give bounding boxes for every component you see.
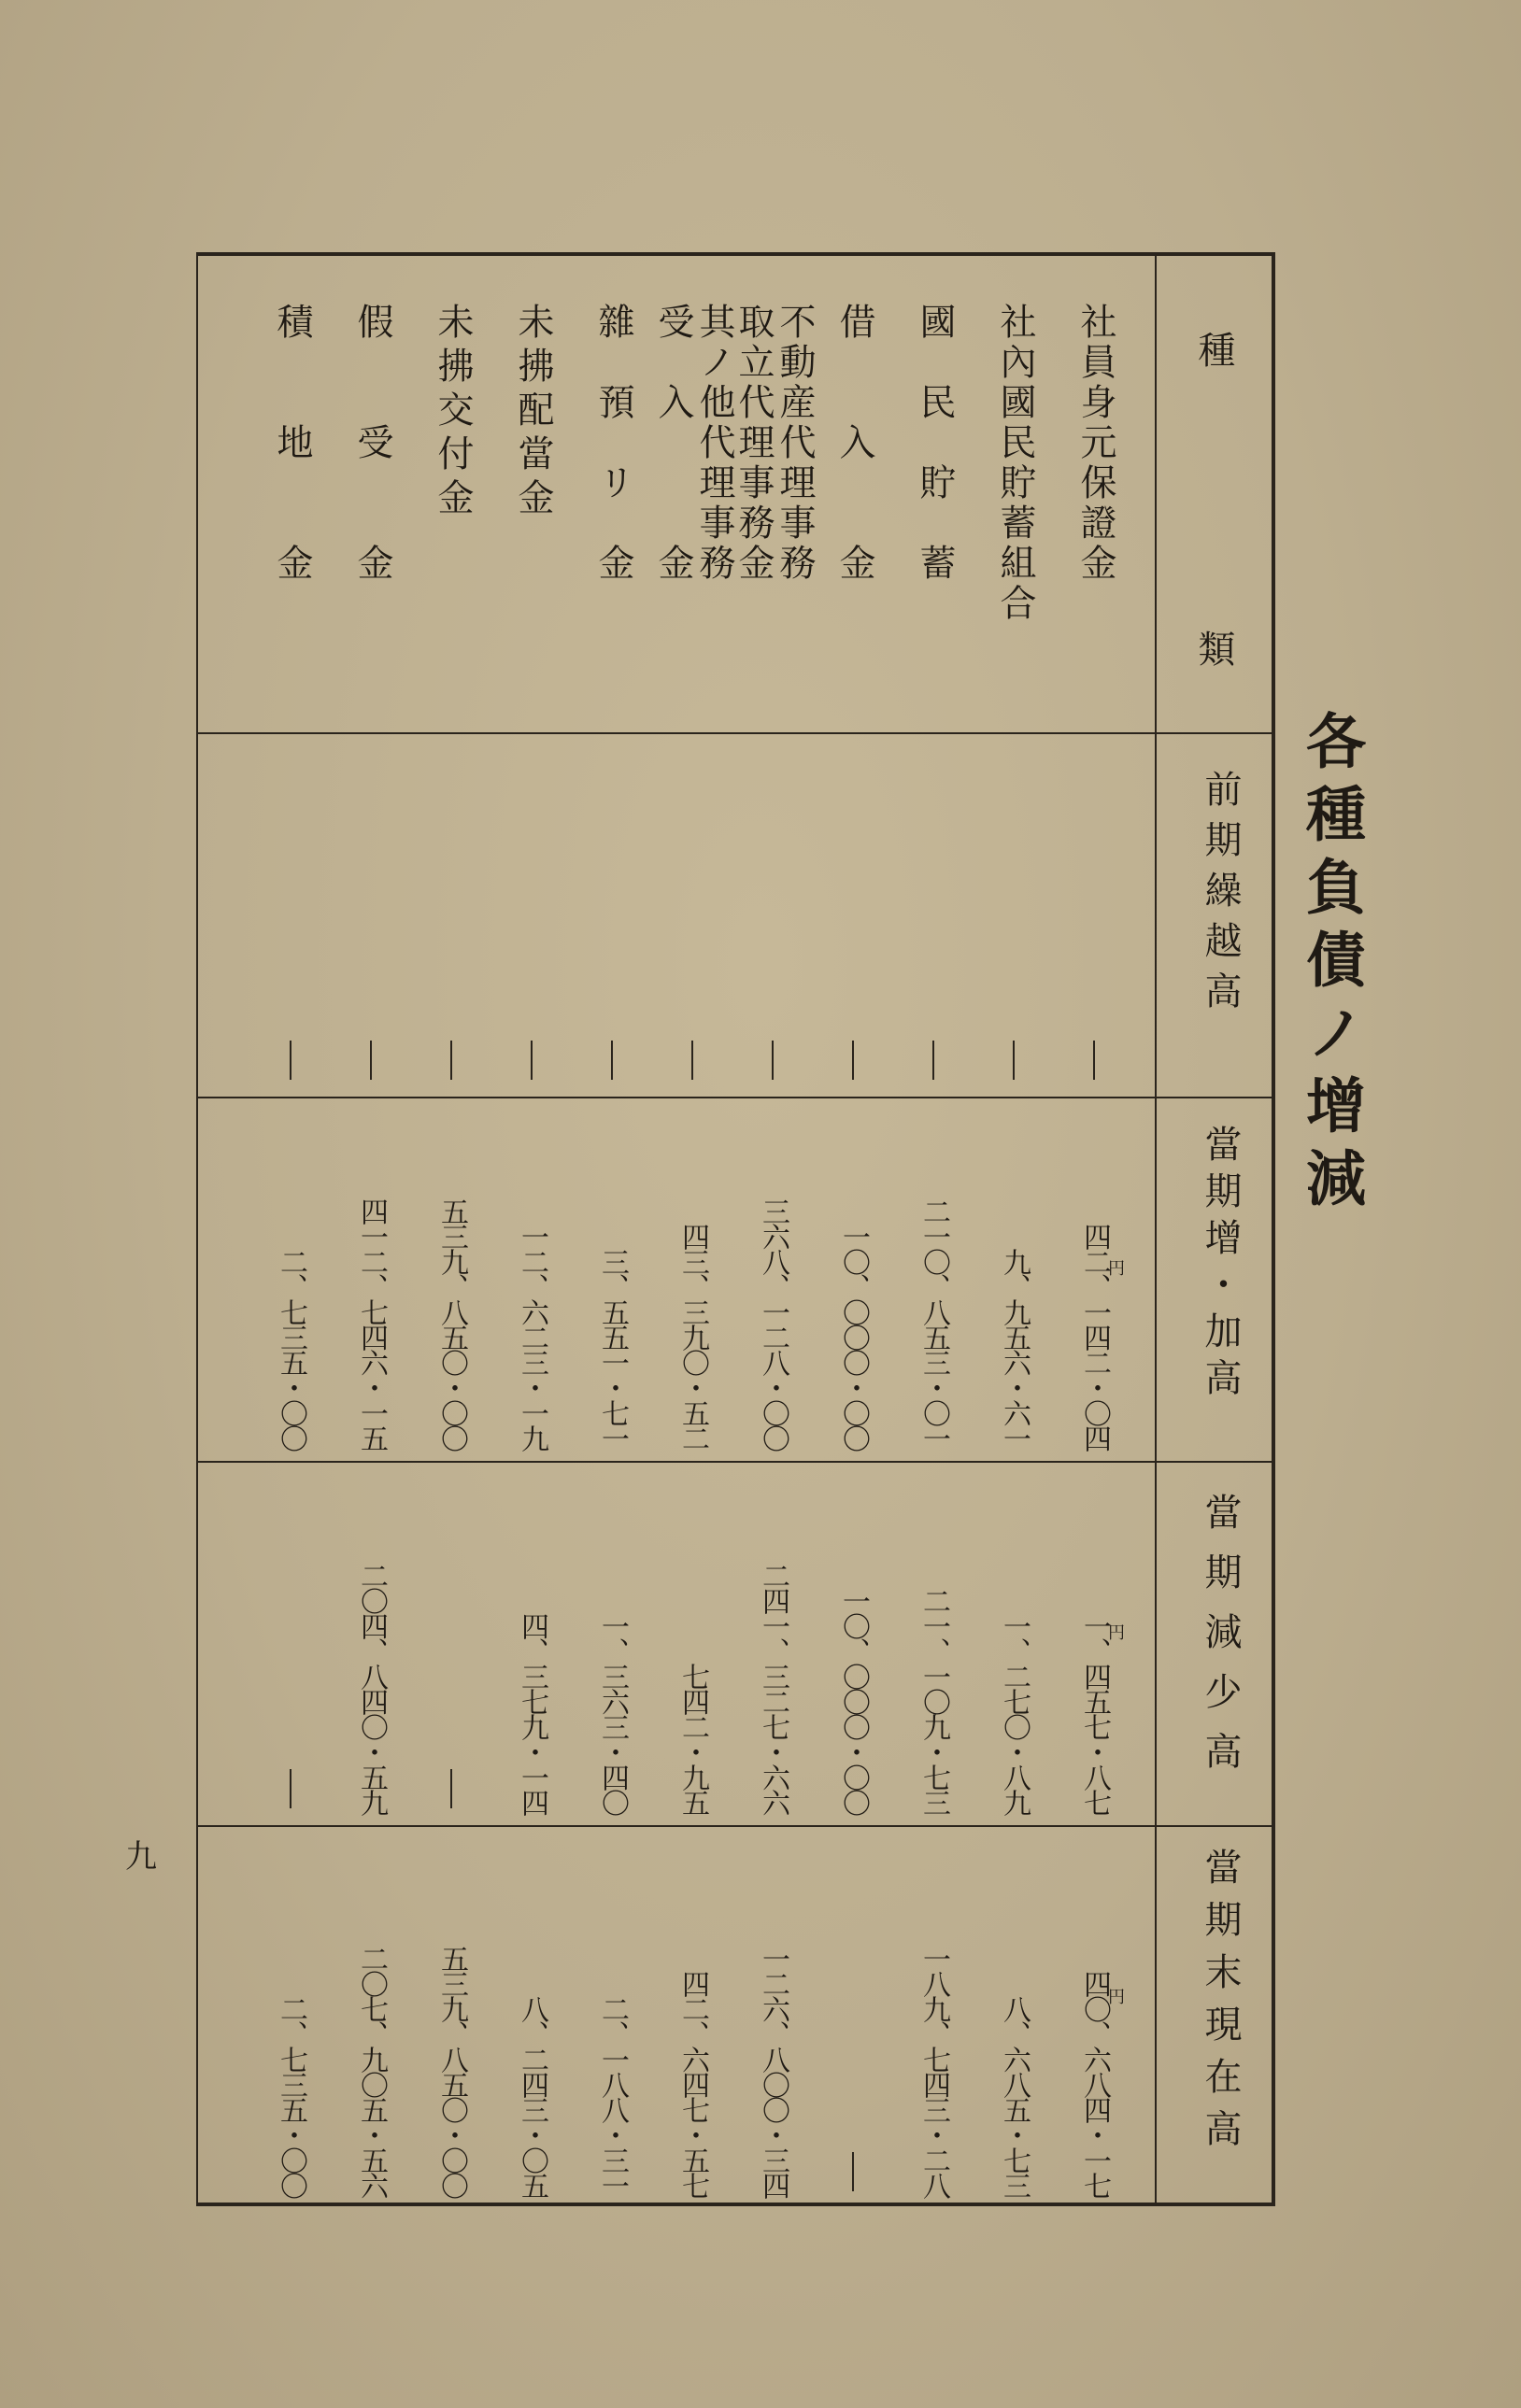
row-6-end-value: 二、一八八・三一 xyxy=(596,1995,629,2197)
row-6-dec-value: 一、三六三・四〇 xyxy=(596,1612,629,1814)
row-5-name-1: 受 入 金 xyxy=(652,303,694,584)
header-decrease: 當期減少高 xyxy=(1199,1493,1242,1792)
row-9-dec-value: 二〇四、八四〇・五九 xyxy=(355,1562,388,1814)
row-2-end-value: 一八九、七四三・二八 xyxy=(917,1945,950,2197)
row-10-carry-dash xyxy=(290,1041,291,1080)
row-4-dec-value: 二四一、三二七・六六 xyxy=(757,1562,789,1814)
header-brought-forward: 前期繰越高 xyxy=(1199,770,1242,1022)
table-body xyxy=(198,256,1155,2203)
row-5-dec-value: 七四二・九五 xyxy=(676,1663,709,1814)
currency-mark-0: 円 xyxy=(1108,1259,1125,1279)
liabilities-table xyxy=(196,252,1275,2206)
row-5-carry-dash xyxy=(691,1041,693,1080)
row-8-carry-dash xyxy=(450,1041,452,1080)
row-8-inc-value: 五三九、八五〇・〇〇 xyxy=(435,1197,468,1450)
row-5-end-value: 四二、六四七・五七 xyxy=(676,1970,709,2197)
row-3-name-0: 借 入 金 xyxy=(833,303,875,584)
row-9-end-value: 二〇七、九〇五・五六 xyxy=(355,1945,388,2197)
header-category-top: 種 xyxy=(1192,331,1235,368)
row-4-name-1: 取立代理事務金 xyxy=(732,303,775,584)
row-10-dec-dash xyxy=(290,1769,291,1808)
row-6-inc-value: 三、五五一・七一 xyxy=(596,1248,629,1450)
row-0-inc-value: 四二、一四二・〇四 xyxy=(1078,1223,1111,1450)
row-7-end-value: 八、二四三・〇五 xyxy=(516,1995,548,2197)
row-8-dec-dash xyxy=(450,1769,452,1808)
row-1-end-value: 八、六八五・七三 xyxy=(998,1995,1031,2197)
row-8-end-value: 五三九、八五〇・〇〇 xyxy=(435,1945,468,2197)
row-10-inc-value: 二、七三五・〇〇 xyxy=(275,1248,307,1450)
row-9-name-0: 假 受 金 xyxy=(351,303,393,584)
row-0-dec-value: 一、四五七・八七 xyxy=(1078,1612,1111,1814)
row-7-inc-value: 一二、六二三・一九 xyxy=(516,1223,548,1450)
row-0-name-0: 社員身元保證金 xyxy=(1074,303,1116,584)
row-5-name-0: 其ノ他代理事務 xyxy=(693,303,735,584)
header-ending: 當期末現在高 xyxy=(1199,1848,1242,2161)
header-category-bottom: 類 xyxy=(1192,630,1235,667)
page-title: 各種負債ノ增減 xyxy=(1296,710,1366,1220)
page-number: 九 xyxy=(125,1838,157,1876)
row-1-dec-value: 一、二七〇・八九 xyxy=(998,1612,1031,1814)
row-2-name-0: 國 民 貯 蓄 xyxy=(914,303,956,584)
row-8-name-0: 未拂交付金 xyxy=(432,303,474,522)
row-10-end-value: 二、七三五・〇〇 xyxy=(275,1995,307,2197)
row-1-inc-value: 九、九五六・六一 xyxy=(998,1248,1031,1450)
currency-mark-2: 円 xyxy=(1108,1988,1125,2007)
row-6-carry-dash xyxy=(611,1041,613,1080)
row-5-inc-value: 四三、三九〇・五二 xyxy=(676,1223,709,1450)
row-3-end-dash xyxy=(852,2152,854,2191)
row-3-carry-dash xyxy=(852,1041,854,1080)
row-10-name-0: 積 地 金 xyxy=(271,303,313,584)
row-4-carry-dash xyxy=(772,1041,774,1080)
row-7-carry-dash xyxy=(531,1041,533,1080)
row-6-name-0: 雜 預 リ 金 xyxy=(592,303,634,584)
header-increase: 當期增・加高 xyxy=(1199,1125,1242,1405)
row-0-end-value: 四〇、六八四・一七 xyxy=(1078,1970,1111,2197)
row-1-name-0: 社內國民貯蓄組合 xyxy=(994,303,1036,624)
row-2-inc-value: 二一〇、八五三・〇一 xyxy=(917,1197,950,1450)
row-9-inc-value: 四一二、七四六・一五 xyxy=(355,1197,388,1450)
row-0-carry-dash xyxy=(1093,1041,1095,1080)
row-4-inc-value: 三六八、一二八・〇〇 xyxy=(757,1197,789,1450)
row-9-carry-dash xyxy=(370,1041,372,1080)
row-4-name-0: 不動産代理事務 xyxy=(774,303,816,584)
header-column xyxy=(1155,256,1272,2203)
row-1-carry-dash xyxy=(1013,1041,1015,1080)
row-7-dec-value: 四、三七九・一四 xyxy=(516,1612,548,1814)
row-3-dec-value: 一〇、〇〇〇・〇〇 xyxy=(837,1587,870,1814)
row-7-name-0: 未拂配當金 xyxy=(512,303,554,522)
row-2-carry-dash xyxy=(932,1041,934,1080)
row-2-dec-value: 二一、一〇九・七三 xyxy=(917,1587,950,1814)
row-3-inc-value: 一〇、〇〇〇・〇〇 xyxy=(837,1223,870,1450)
currency-mark-1: 円 xyxy=(1108,1623,1125,1643)
header-category xyxy=(1157,256,1272,732)
row-4-end-value: 一二六、八〇〇・三四 xyxy=(757,1945,789,2197)
